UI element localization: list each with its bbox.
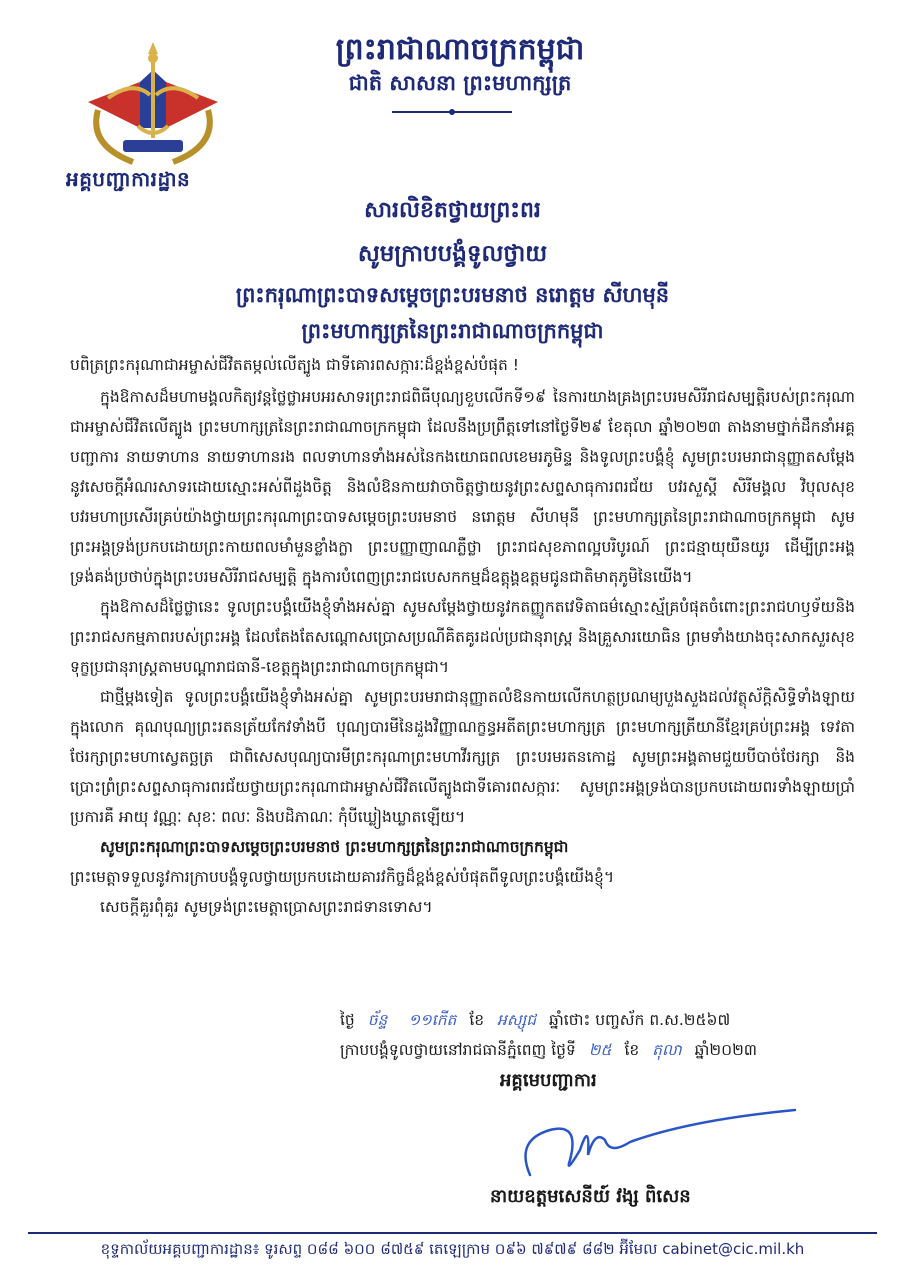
- footer-contact: ខុទ្ទកាល័យអគ្គបញ្ជាការដ្ឋាន៖ ទូរសព្ទ ០៨៨ ៦០០ ៨៧៥៩ តេឡេក្រាម ០៩៦ ៧៩៧៩ ៨៨២ អ៊ីមែល cabinet@cic.mil.kh: [100, 1240, 805, 1258]
- ornament-divider-icon: [392, 106, 512, 118]
- footer-divider: [28, 1232, 877, 1234]
- recipient-name: ព្រះករុណាព្រះបាទសម្តេចព្រះបរមនាថ នរោត្តម សីហមុនី: [235, 283, 670, 307]
- recipient-title: ព្រះមហាក្សត្រនៃព្រះរាជាណាចក្រកម្ពុជា: [301, 319, 604, 343]
- closing-line: សេចក្តីគួរពុំគួរ សូមទ្រង់ព្រះមេត្តាប្រោសព្រះរាជទានទោស។: [100, 898, 433, 916]
- solar-prefix: ក្រាបបង្គំទូលថ្វាយនៅរាជធានីភ្នំពេញ ថ្ងៃទី: [340, 1041, 576, 1059]
- lunar-month-label: ខែ: [469, 1011, 485, 1029]
- lunar-month: អស្សុជ: [497, 1011, 537, 1029]
- lunar-day: ច័ន្ទ: [367, 1011, 388, 1029]
- paragraph-3: ជាថ្មីម្តងទៀត ទូលព្រះបង្គំយើងខ្ញុំទាំងអស់គ្នា សូមព្រះបរមរាជានុញ្ញាតលំឱនកាយលើកហត្ថប្រណម្យបួងសួងដល់វត្ថុស័ក្តិសិទ្ធិទាំងឡាយក្នុងលោក គុណបុណ្យព្រះរតនត្រ័យកែវទាំងបី បុណ្យបារមីនៃដួងវិញ្ញាណក្ខន្ធអតីតព្រះមហាក្សត្រ ព្រះមហាក្សត្រីយានីខ្មែរគ្រប់ព្រះអង្គ ទេវតាថែរក្សាព្រះមហាស្វេតច្ឆត្រ ជាពិសេសបុណ្យបារមីព្រះករុណាព្រះមហាវីរក្សត្រ ព្រះបរមរតនកោដ្ឋ សូមព្រះអង្គតាមជួយបីបាច់ថែរក្សា និងប្រោះព្រំព្រះសព្ទសាធុការពរជ័យថ្វាយព្រះករុណាជាអម្ចាស់ជីវិតលើត្បូងជាទីគោរពសក្ការៈ សូមព្រះអង្គទ្រង់បានប្រកបដោយពរទាំងឡាយប្រាំប្រការគឺ អាយុ វណ្ណៈ សុខៈ ពលៈ និងបដិភាណៈ កុំបីឃ្លៀងឃ្លាតឡើយ។: [70, 688, 855, 826]
- handwritten-signature-icon: [510, 1080, 810, 1180]
- salutation: បពិត្រព្រះករុណាជាអម្ចាស់ជីវិតតម្កល់លើត្បូង ជាទីគោរពសក្ការៈដ៏ខ្ពង់ខ្ពស់បំផុត !: [70, 356, 520, 374]
- signer-title: អគ្គមេបញ្ជាការ: [500, 1070, 597, 1091]
- lunar-date: ១១កើត: [408, 1011, 457, 1029]
- solar-day: ២៥: [588, 1041, 612, 1059]
- paragraph-4-rest: ព្រះមេត្តាទទួលនូវការក្រាបបង្គំទូលថ្វាយប្រកបដោយគារវកិច្ចដ៏ខ្ពង់ខ្ពស់បំផុតពីទូលព្រះបង្គំយើងខ្ញុំ។: [70, 868, 615, 886]
- letter-type-title: សារលិខិតថ្វាយព្រះពរ: [364, 198, 541, 223]
- signer-name: នាយឧត្តមសេនីយ៍ វង្ស ពិសេន: [490, 1186, 691, 1207]
- lunar-date-line: [340, 1010, 730, 1033]
- lunar-year: ឆ្នាំថោះ បញ្ចស័ក ព.ស.២៥៦៧: [549, 1011, 731, 1029]
- kingdom-heading: ព្រះរាជាណាចក្រកម្ពុជា: [335, 32, 585, 67]
- solar-month-label: ខែ: [624, 1041, 640, 1059]
- solar-date-line: [340, 1040, 757, 1063]
- paragraph-1: ក្នុងឱកាសដ៏មហាមង្គលកិត្យវន្ដថ្លៃថ្លាអបអរសាទរព្រះរាជពិធីបុណ្យខួបលើកទី១៩ នៃការយាងគ្រងព្រះបរមសិរីរាជសម្បត្តិរបស់ព្រះករុណាជាអម្ចាស់ជីវិតលើត្បូង ព្រះមហាក្សត្រនៃព្រះរាជាណាចក្រកម្ពុជា ដែលនឹងប្រព្រឹត្តទៅនៅថ្ងៃទី២៩ ខែតុលា ឆ្នាំ២០២៣ តាងនាមថ្នាក់ដឹកនាំអគ្គបញ្ជាការ នាយទាហាន នាយទាហានរង ពលទាហានទាំងអស់នៃកងយោធពលខេមរភូមិន្ទ និងទូលព្រះបង្គំខ្ញុំ សូមព្រះបរមរាជានុញ្ញាតសម្ដែងនូវសេចក្ដីអំណរសាទរដោយស្មោះអស់ពីដួងចិត្ត និងលំឱនកាយវាចាចិត្តថ្វាយនូវព្រះសព្ទសាធុការពរជ័យ បវរសួស្តី សិរីមង្គល វិបុលសុខ បវរមហាប្រសើរគ្រប់យ៉ាងថ្វាយព្រះករុណាព្រះបាទសម្តេចព្រះបរមនាថ នរោត្តម សីហមុនី ព្រះមហាក្សត្រនៃព្រះរាជាណាចក្រកម្ពុជា សូមព្រះអង្គទ្រង់ប្រកបដោយព្រះកាយពលមាំមួនខ្លាំងក្លា ព្រះបញ្ញាញាណភ្លឺថ្លា ព្រះរាជសុខភាពល្អបរិបូរណ៍ ព្រះជន្មាយុយឺនយូរ ដើម្បីព្រះអង្គទ្រង់គង់ប្រថាប់ក្នុងព្រះបរមសិរីរាជសម្បត្តិ ក្នុងការបំពេញព្រះរាជបេសកកម្មដ៏ឧត្ដុង្គឧត្ដមជូនជាតិមាតុភូមិនៃយើង។: [70, 388, 855, 586]
- military-emblem-icon: [78, 40, 228, 170]
- national-motto: ជាតិ សាសនា ព្រះមហាក្សត្រ: [348, 71, 572, 95]
- offering-title: សូមក្រាបបង្គំទូលថ្វាយ: [357, 241, 548, 267]
- solar-month: តុលា: [652, 1041, 682, 1059]
- letter-body: [70, 350, 855, 922]
- paragraph-2: ក្នុងឱកាសដ៏ថ្លៃថ្លានេះ ទូលព្រះបង្គំយើងខ្ញុំទាំងអស់គ្នា សូមសម្តែងថ្វាយនូវកតញ្ញូកតវេទិតាធម៌ស្មោះស្ម័គ្របំផុតចំពោះព្រះរាជហឫទ័យនិងព្រះរាជសកម្មភាពរបស់ព្រះអង្គ ដែលតែងតែសណ្តោសប្រោសប្រណីគិតគូរដល់ប្រជានុរាស្ត្រ និងគ្រួសារយោធិន ព្រមទាំងយាងចុះសាកសួរសុខទុក្ខប្រជានុរាស្ត្រតាមបណ្តារាជធានី-ខេត្តក្នុងព្រះរាជាណាចក្រកម្ពុជា។: [70, 598, 855, 676]
- lunar-prefix: ថ្ងៃ: [340, 1011, 355, 1029]
- solar-year: ឆ្នាំ២០២៣: [694, 1041, 758, 1059]
- paragraph-4-bold: សូមព្រះករុណាព្រះបាទសម្តេចព្រះបរមនាថ ព្រះមហាក្សត្រនៃព្រះរាជាណាចក្រកម្ពុជា: [100, 838, 569, 856]
- department-name: អគ្គបញ្ជាការដ្ឋាន: [66, 167, 191, 191]
